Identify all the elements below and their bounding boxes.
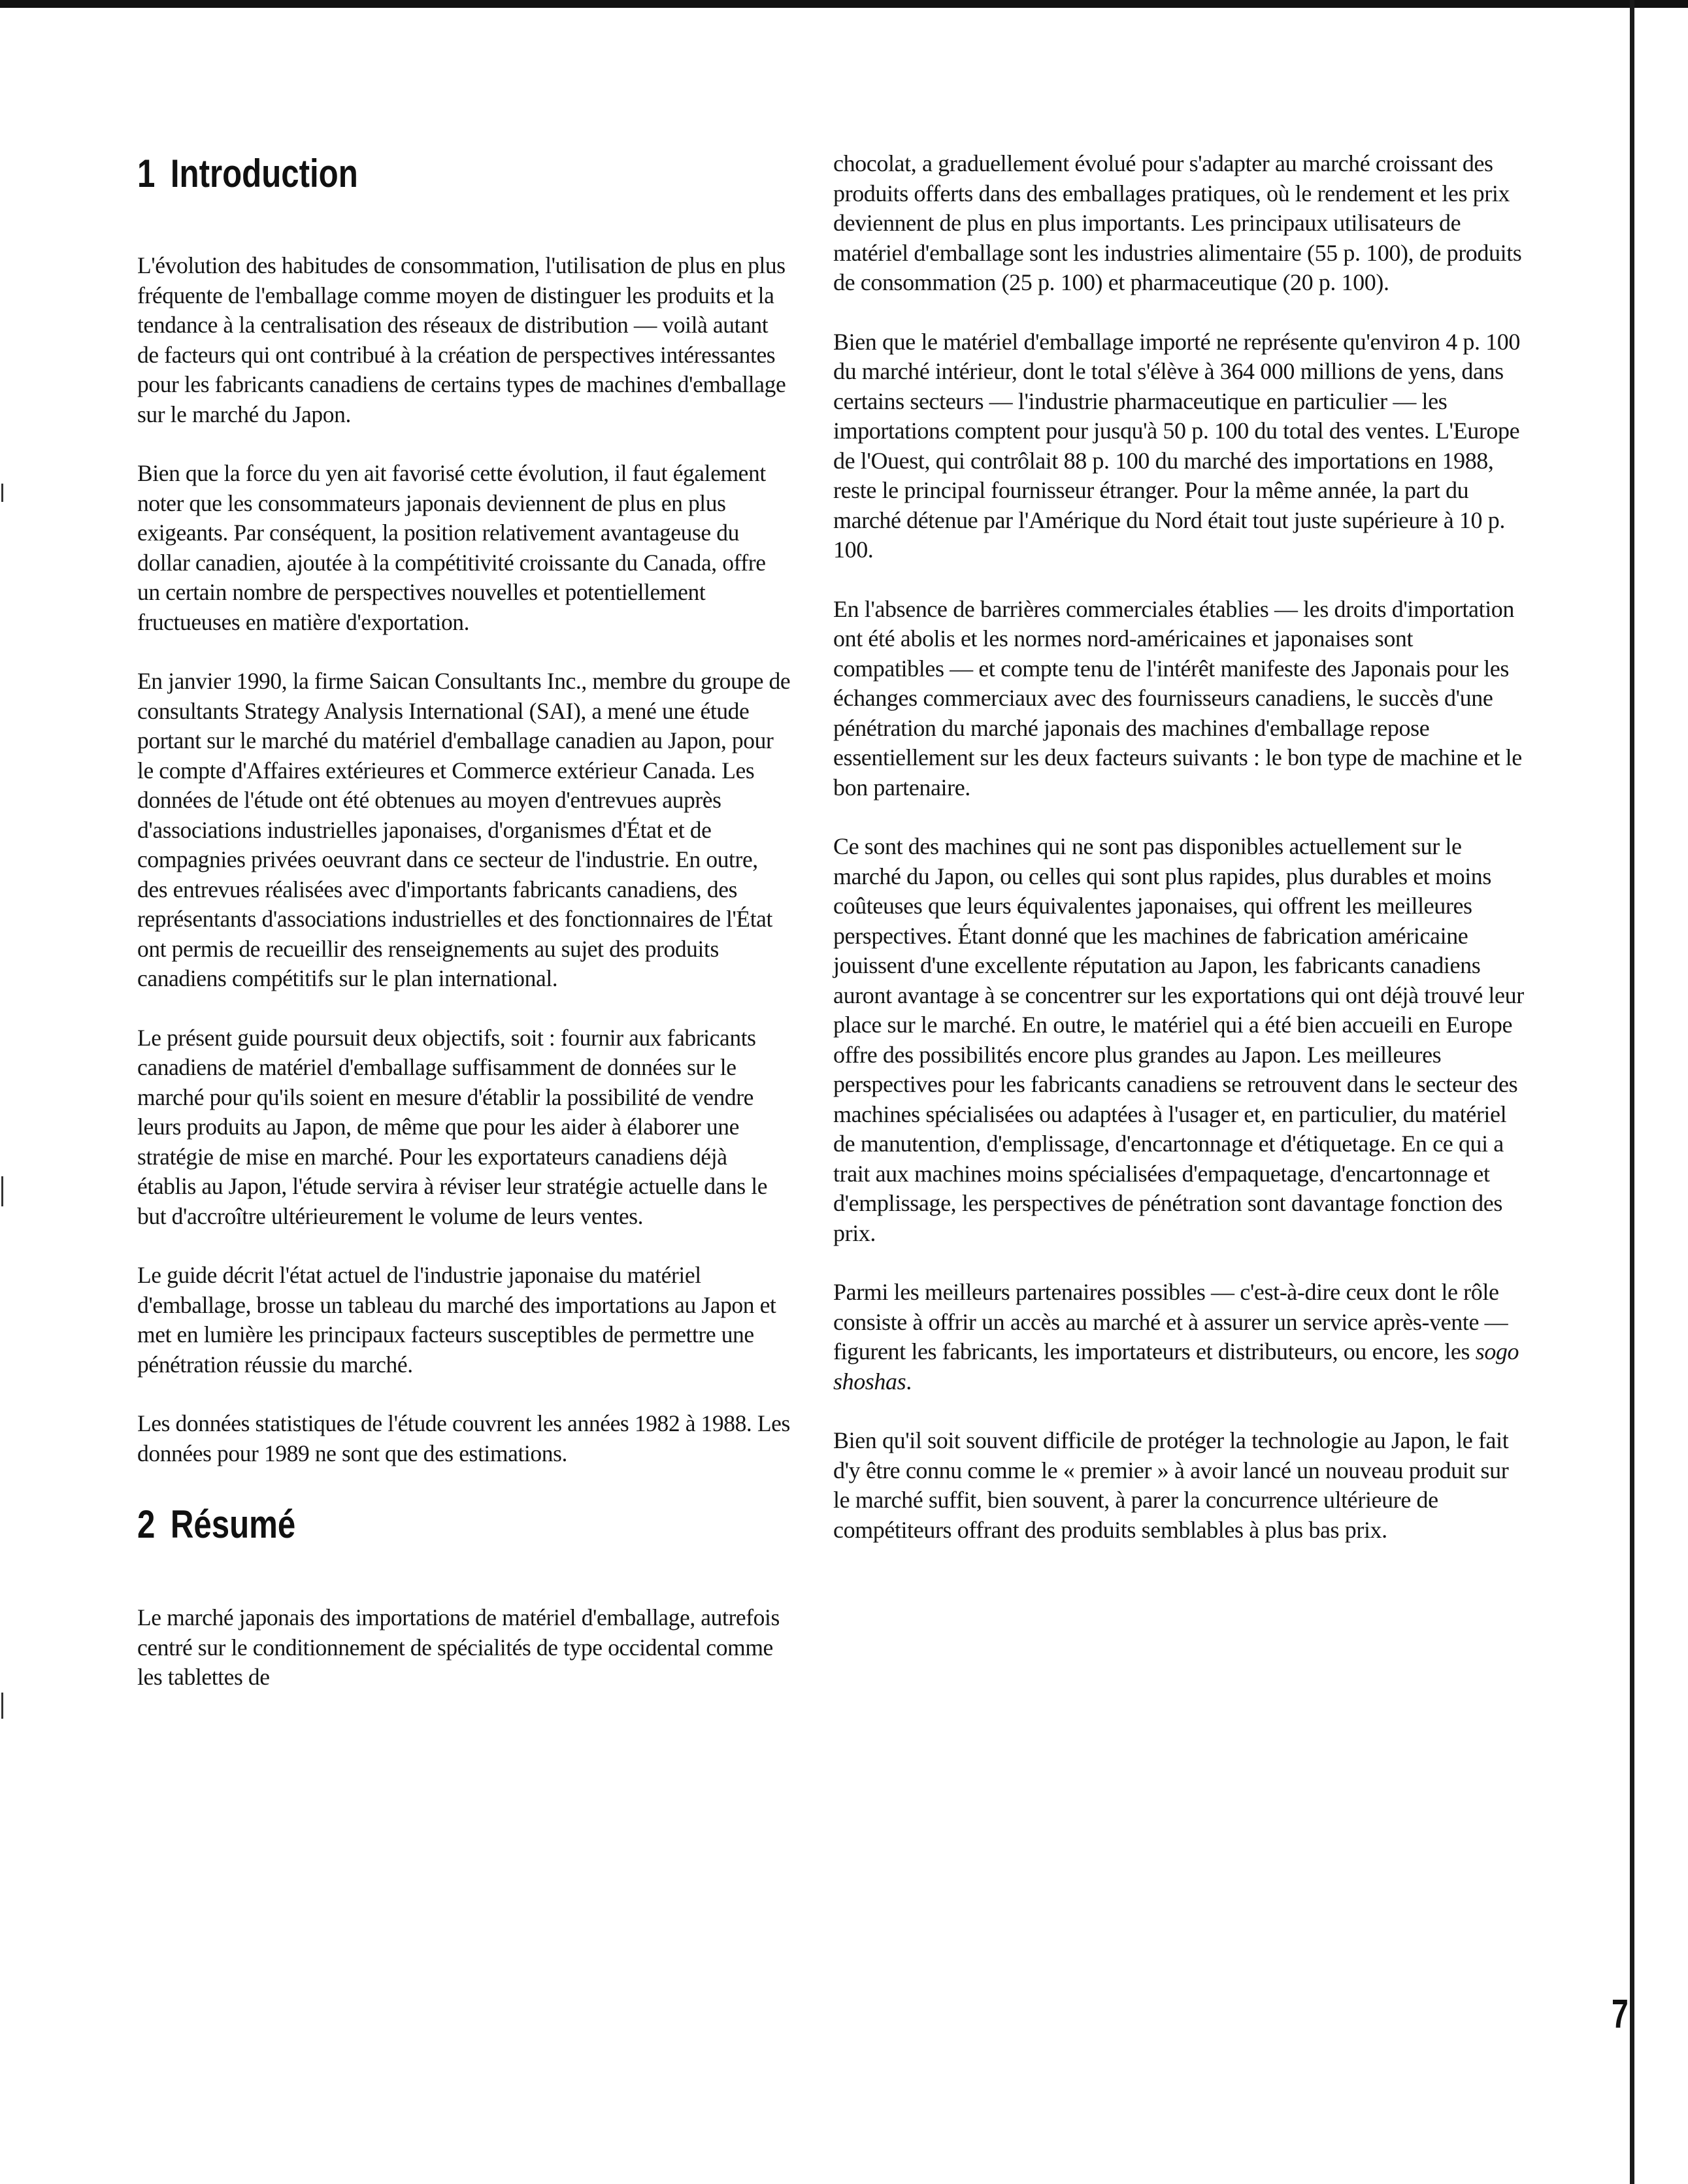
intro-paragraph: Les données statistiques de l'étude couvrent les années 1982 à 1988. Les données pour 1989 ne sont que des estimations.: [137, 1410, 790, 1466]
intro-paragraph: Le présent guide poursuit deux objectifs, soit : fournir aux fabricants canadiens de matériel d'emballage suffisamment de données sur le marché pour qu'ils soient en mesure d'établir la possibilité de vendre leurs produits au Japon, de même que pour les aider à élaborer une stratégie de mise en marché. Pour les exportateurs canadiens déjà établis au Japon, l'étude servira à réviser leur stratégie actuelle dans le but d'accroître ultérieurement le volume de leurs ventes.: [137, 1024, 768, 1229]
partners-paragraph: [833, 1278, 1526, 1397]
left-column: [137, 150, 791, 1722]
section-number: 2: [137, 1502, 156, 1546]
resume-paragraph: Ce sont des machines qui ne sont pas disponibles actuellement sur le marché du Japon, ou celles qui sont plus rapides, plus durables et moins coûteuses que leurs équivalentes japonaises, qui offrent les meilleures perspectives. Étant donné que les machines de fabrication américaine jouissent d'une excellente réputation au Japon, les fabricants canadiens auront avantage à se concentrer sur les exportations qui ont déjà trouvé leur place sur le marché. En outre, le matériel qui a été bien accueili en Europe offre des possibilités encore plus grandes au Japon. Les meilleures perspectives pour les fabricants canadiens se retrouvent dans le secteur des machines spécialisées ou adaptées à l'usager et, en particulier, du matériel de manutention, d'emplissage, d'encartonnage et d'étiquetage. En ce qui a trait aux machines moins spécialisées d'empaquetage, d'encartonnage et d'emplissage, les perspectives de pénétration sont davantage fonction des prix.: [833, 833, 1524, 1246]
partners-end: .: [906, 1368, 912, 1395]
intro-paragraph: L'évolution des habitudes de consommation, l'utilisation de plus en plus fréquente de l'emballage comme moyen de distinguer les produits et la tendance à la centralisation des réseaux de distribution — voilà autant de facteurs qui ont contribué à la création de perspectives intéressantes pour les fabricants canadiens de certains types de machines d'emballage sur le marché du Japon.: [137, 252, 786, 427]
resume-paragraph: Le marché japonais des importations de matériel d'emballage, autrefois centré sur le conditionnement de spécialités de type occidental comme les tablettes de: [137, 1604, 780, 1690]
section-number: 1: [137, 152, 156, 195]
resume-paragraph: Bien que le matériel d'emballage importé ne représente qu'environ 4 p. 100 du marché intérieur, dont le total s'élève à 364 000 millions de yens, dans certains secteurs — l'industrie pharmaceutique en particulier — les importations comptent pour jusqu'à 50 p. 100 du total des ventes. L'Europe de l'Ouest, qui contrôlait 88 p. 100 du marché des importations en 1988, reste le principal fournisseur étranger. Pour la même année, la part du marché détenue par l'Amérique du Nord était tout juste supérieure à 10 p. 100.: [833, 328, 1520, 563]
scan-mark: [1, 1176, 3, 1206]
page-number: 7: [1612, 1992, 1629, 2037]
right-border-rule: [1630, 0, 1634, 2184]
top-border-rule: [0, 0, 1688, 8]
section-heading-introduction: [137, 150, 673, 197]
section-heading-resume: [137, 1501, 673, 1548]
right-column: [833, 149, 1526, 1574]
section-title: Introduction: [170, 152, 358, 195]
intro-paragraph: Le guide décrit l'état actuel de l'industrie japonaise du matériel d'emballage, brosse un tableau du marché des importations au Japon et met en lumière les principaux facteurs susceptibles de permettre une pénétration réussie du marché.: [137, 1262, 776, 1378]
resume-paragraph: Bien qu'il soit souvent difficile de protéger la technologie au Japon, le fait d'y être connu comme le « premier » à avoir lancé un nouveau produit sur le marché suffit, bien souvent, à parer la concurrence ultérieure de compétiteurs offrant des produits semblables à plus bas prix.: [833, 1427, 1509, 1543]
section-title: Résumé: [170, 1502, 296, 1546]
resume-paragraph: En l'absence de barrières commerciales établies — les droits d'importation ont été abolis et les normes nord-américaines et japonaises sont compatibles — et compte tenu de l'intérêt manifeste des Japonais pour les échanges commerciaux avec des fournisseurs canadiens, le succès d'une pénétration du marché japonais des machines d'emballage repose essentiellement sur les deux facteurs suivants : le bon type de machine et le bon partenaire.: [833, 595, 1522, 801]
sogo-shoshas-term: sogo shoshas: [833, 1338, 1519, 1395]
intro-paragraph: Bien que la force du yen ait favorisé cette évolution, il faut également noter que les consommateurs japonais deviennent de plus en plus exigeants. Par conséquent, la position relativement avantageuse du dollar canadien, ajoutée à la compétitivité croissante du Canada, offre un certain nombre de perspectives nouvelles et potentiellement fructueuses en matière d'exportation.: [137, 460, 766, 635]
intro-paragraph: En janvier 1990, la firme Saican Consultants Inc., membre du groupe de consultants Strategy Analysis International (SAI), a mené une étude portant sur le marché du matériel d'emballage canadien au Japon, pour le compte d'Affaires extérieures et Commerce extérieur Canada. Les données de l'étude ont été obtenues au moyen d'entrevues auprès d'associations industrielles japonaises, d'organismes d'État et de compagnies privées oeuvrant dans ce secteur de l'industrie. En outre, des entrevues réalisées avec d'importants fabricants canadiens, des représentants d'associations industrielles et des fonctionnaires de l'État ont permis de recueillir des renseignements au sujet des produits canadiens compétitifs sur le plan international.: [137, 668, 791, 991]
scan-mark: [1, 484, 3, 502]
resume-paragraph: chocolat, a graduellement évolué pour s'adapter au marché croissant des produits offerts dans des emballages pratiques, où le rendement et les prix deviennent de plus en plus importants. Les principaux utilisateurs de matériel d'emballage sont les industries alimentaire (55 p. 100), de produits de consommation (25 p. 100) et pharmaceutique (20 p. 100).: [833, 150, 1522, 295]
partners-text: Parmi les meilleurs partenaires possibles — c'est-à-dire ceux dont le rôle consiste à offrir un accès au marché et à assurer un service après-vente — figurent les fabricants, les importateurs et distributeurs, ou encore, les: [833, 1279, 1508, 1365]
scan-mark: [1, 1693, 3, 1719]
